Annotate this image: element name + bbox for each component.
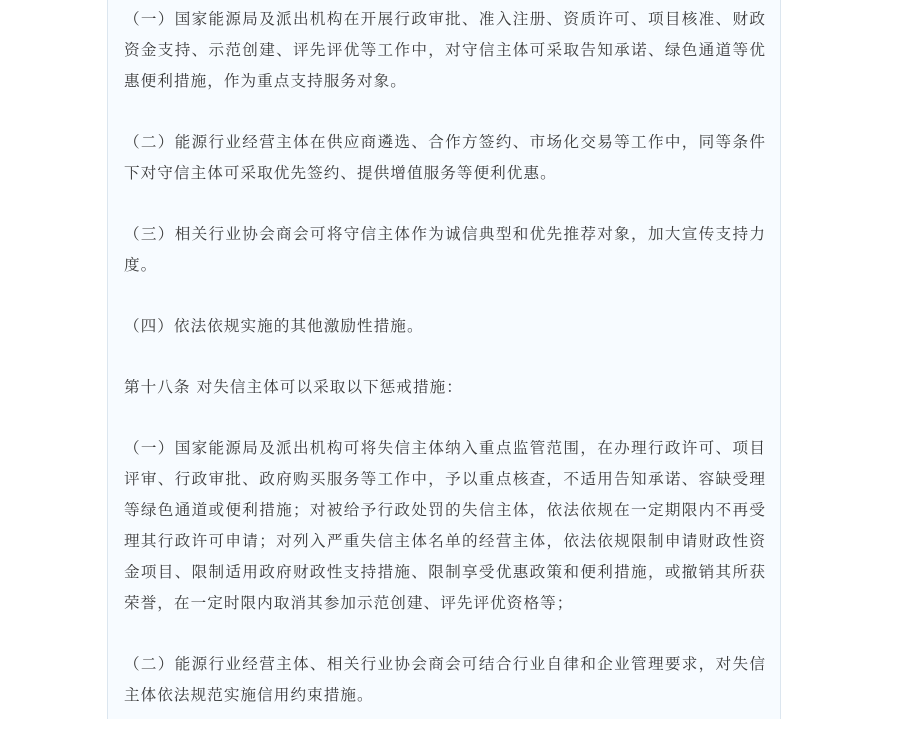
article-content — [124, 4, 766, 741]
paragraph-incentive-4: （四）依法依规实施的其他激励性措施。 — [124, 317, 424, 335]
paragraph-penalty-2: （二）能源行业经营主体、相关行业协会商会可结合行业自律和企业管理要求，对失信主体依法规范实施信用约束措施。 — [124, 655, 766, 704]
article-panel — [107, 0, 781, 719]
paragraph-incentive-1: （一）国家能源局及派出机构在开展行政审批、准入注册、资质许可、项目核准、财政资金支持、示范创建、评先评优等工作中，对守信主体可采取告知承诺、绿色通道等优惠便利措施，作为重点支持服务对象。 — [124, 10, 766, 90]
paragraph-penalty-1: （一）国家能源局及派出机构可将失信主体纳入重点监管范围，在办理行政许可、项目评审、行政审批、政府购买服务等工作中，予以重点核查，不适用告知承诺、容缺受理等绿色通道或便利措施；对被给予行政处罚的失信主体，依法依规在一定期限内不再受理其行政许可申请；对列入严重失信主体名单的经营主体，依法依规限制申请财政性资金项目、限制适用政府财政性支持措施、限制享受优惠政策和便利措施，或撤销其所获荣誉，在一定时限内取消其参加示范创建、评先评优资格等； — [124, 439, 766, 612]
article-18-heading: 第十八条 对失信主体可以采取以下惩戒措施： — [124, 378, 463, 396]
paragraph-incentive-2: （二）能源行业经营主体在供应商遴选、合作方签约、市场化交易等工作中，同等条件下对守信主体可采取优先签约、提供增值服务等便利优惠。 — [124, 133, 766, 182]
paragraph-incentive-3: （三）相关行业协会商会可将守信主体作为诚信典型和优先推荐对象，加大宣传支持力度。 — [124, 225, 766, 274]
